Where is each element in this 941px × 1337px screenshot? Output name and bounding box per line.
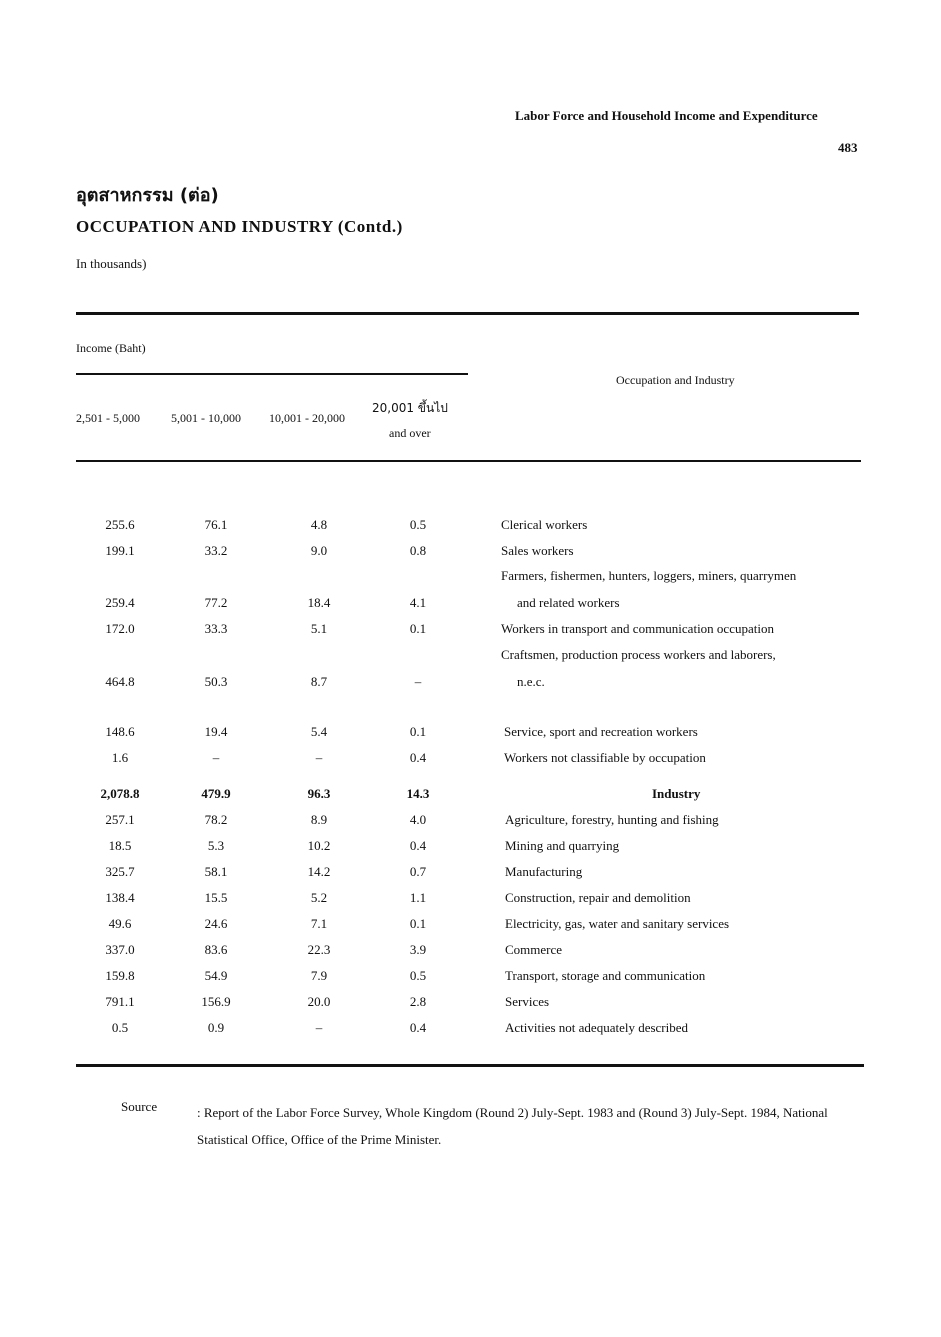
cell-value: 18.4 (307, 595, 331, 610)
cell-value: 3.9 (409, 942, 427, 957)
cell-value: 96.3 (307, 786, 331, 801)
page-number: 483 (838, 140, 858, 155)
row-label: Activities not adequately described (505, 1020, 689, 1035)
row-label: Electricity, gas, water and sanitary services (505, 916, 730, 931)
col-header-2: 5,001 - 10,000 (171, 411, 241, 425)
label-column-header: Occupation and Industry (616, 373, 735, 387)
cell-value: 0.5 (111, 1020, 129, 1035)
row-label: Commerce (505, 942, 563, 957)
cell-value: 15.5 (204, 890, 228, 905)
cell-value: 9.0 (310, 543, 328, 558)
row-label: Farmers, fishermen, hunters, loggers, miners, quarrymen (501, 568, 797, 583)
cell-value: 172.0 (105, 621, 135, 636)
cell-value: 20.0 (307, 994, 331, 1009)
cell-value: 0.5 (409, 968, 427, 983)
income-label: Income (Baht) (76, 341, 146, 355)
cell-value: 0.4 (409, 1020, 427, 1035)
cell-value: 8.7 (310, 674, 328, 689)
row-label: Manufacturing (505, 864, 583, 879)
cell-value: 0.1 (409, 916, 427, 931)
cell-value: 257.1 (105, 812, 135, 827)
row-label: Workers not classifiable by occupation (504, 750, 706, 765)
cell-value: 791.1 (105, 994, 135, 1009)
cell-value: 22.3 (307, 942, 331, 957)
row-label: Service, sport and recreation workers (504, 724, 698, 739)
row-label: and related workers (517, 595, 620, 610)
source-label: Source (121, 1099, 158, 1114)
cell-value: – (414, 674, 422, 689)
row-label: Sales workers (501, 543, 574, 558)
running-head: Labor Force and Household Income and Expenditurce (515, 108, 818, 123)
cell-value: 0.1 (409, 621, 427, 636)
cell-value: 50.3 (204, 674, 228, 689)
cell-value: 4.8 (310, 517, 328, 532)
cell-value: – (315, 750, 323, 765)
cell-value: 148.6 (105, 724, 135, 739)
cell-value: 7.9 (310, 968, 328, 983)
cell-value: 464.8 (105, 674, 135, 689)
cell-value: 78.2 (204, 812, 228, 827)
row-label: Agriculture, forestry, hunting and fishing (505, 812, 719, 827)
cell-value: 5.2 (310, 890, 328, 905)
cell-value: 0.8 (409, 543, 427, 558)
cell-value: 7.1 (310, 916, 328, 931)
cell-value: 0.7 (409, 864, 427, 879)
title-thai: อุตสาหกรรม (ต่อ) (76, 185, 219, 206)
cell-value: 10.2 (307, 838, 331, 853)
cell-value: 138.4 (105, 890, 135, 905)
cell-value: 1.1 (409, 890, 427, 905)
cell-value: 54.9 (204, 968, 228, 983)
row-label: Construction, repair and demolition (505, 890, 691, 905)
cell-value: 77.2 (204, 595, 228, 610)
income-underline (76, 373, 468, 375)
cell-value: – (315, 1020, 323, 1035)
cell-value: 18.5 (108, 838, 132, 853)
row-label: Craftsmen, production process workers and laborers, (501, 647, 776, 662)
cell-value: 8.9 (310, 812, 328, 827)
page-title: OCCUPATION AND INDUSTRY (Contd.) (76, 217, 403, 236)
cell-value: 2,078.8 (100, 786, 140, 801)
cell-value: 5.3 (207, 838, 225, 853)
cell-value: 49.6 (108, 916, 132, 931)
cell-value: 159.8 (105, 968, 135, 983)
row-label: Clerical workers (501, 517, 588, 532)
cell-value: 14.3 (406, 786, 430, 801)
table-top-rule (76, 312, 859, 315)
row-label: Mining and quarrying (505, 838, 620, 853)
section-heading-industry: Industry (652, 786, 701, 801)
cell-value: 0.5 (409, 517, 427, 532)
cell-value: 0.4 (409, 838, 427, 853)
cell-value: 4.1 (409, 595, 427, 610)
cell-value: 5.4 (310, 724, 328, 739)
cell-value: 33.3 (204, 621, 228, 636)
cell-value: 2.8 (409, 994, 427, 1009)
table-bottom-rule (76, 1064, 864, 1067)
cell-value: 0.9 (207, 1020, 225, 1035)
col-header-1: 2,501 - 5,000 (76, 411, 140, 425)
header-bottom-rule (76, 460, 861, 462)
cell-value: 259.4 (105, 595, 135, 610)
row-label: Transport, storage and communication (505, 968, 706, 983)
cell-value: 58.1 (204, 864, 228, 879)
col-header-4: 20,001 ขึ้นไป (372, 401, 448, 415)
cell-value: 33.2 (204, 543, 228, 558)
cell-value: 0.1 (409, 724, 427, 739)
cell-value: 0.4 (409, 750, 427, 765)
row-label: Workers in transport and communication occupation (501, 621, 774, 636)
cell-value: 19.4 (204, 724, 228, 739)
cell-value: 199.1 (105, 543, 135, 558)
unit-note: In thousands) (76, 256, 147, 271)
cell-value: 83.6 (204, 942, 228, 957)
cell-value: – (212, 750, 220, 765)
cell-value: 4.0 (409, 812, 427, 827)
row-label: n.e.c. (517, 674, 545, 689)
cell-value: 337.0 (105, 942, 135, 957)
cell-value: 24.6 (204, 916, 228, 931)
row-label: Services (505, 994, 550, 1009)
cell-value: 479.9 (201, 786, 231, 801)
cell-value: 325.7 (105, 864, 135, 879)
source-text: : Report of the Labor Force Survey, Whole Kingdom (Round 2) July-Sept. 1983 and (Round 3) July-Sept. 1984, National Statistical Office, Office of the Prime Minister. (197, 1105, 828, 1147)
col-header-4-sub: and over (389, 426, 431, 440)
cell-value: 1.6 (111, 750, 129, 765)
cell-value: 76.1 (204, 517, 228, 532)
cell-value: 5.1 (310, 621, 328, 636)
col-header-3: 10,001 - 20,000 (269, 411, 345, 425)
cell-value: 255.6 (105, 517, 135, 532)
cell-value: 14.2 (307, 864, 331, 879)
cell-value: 156.9 (201, 994, 231, 1009)
